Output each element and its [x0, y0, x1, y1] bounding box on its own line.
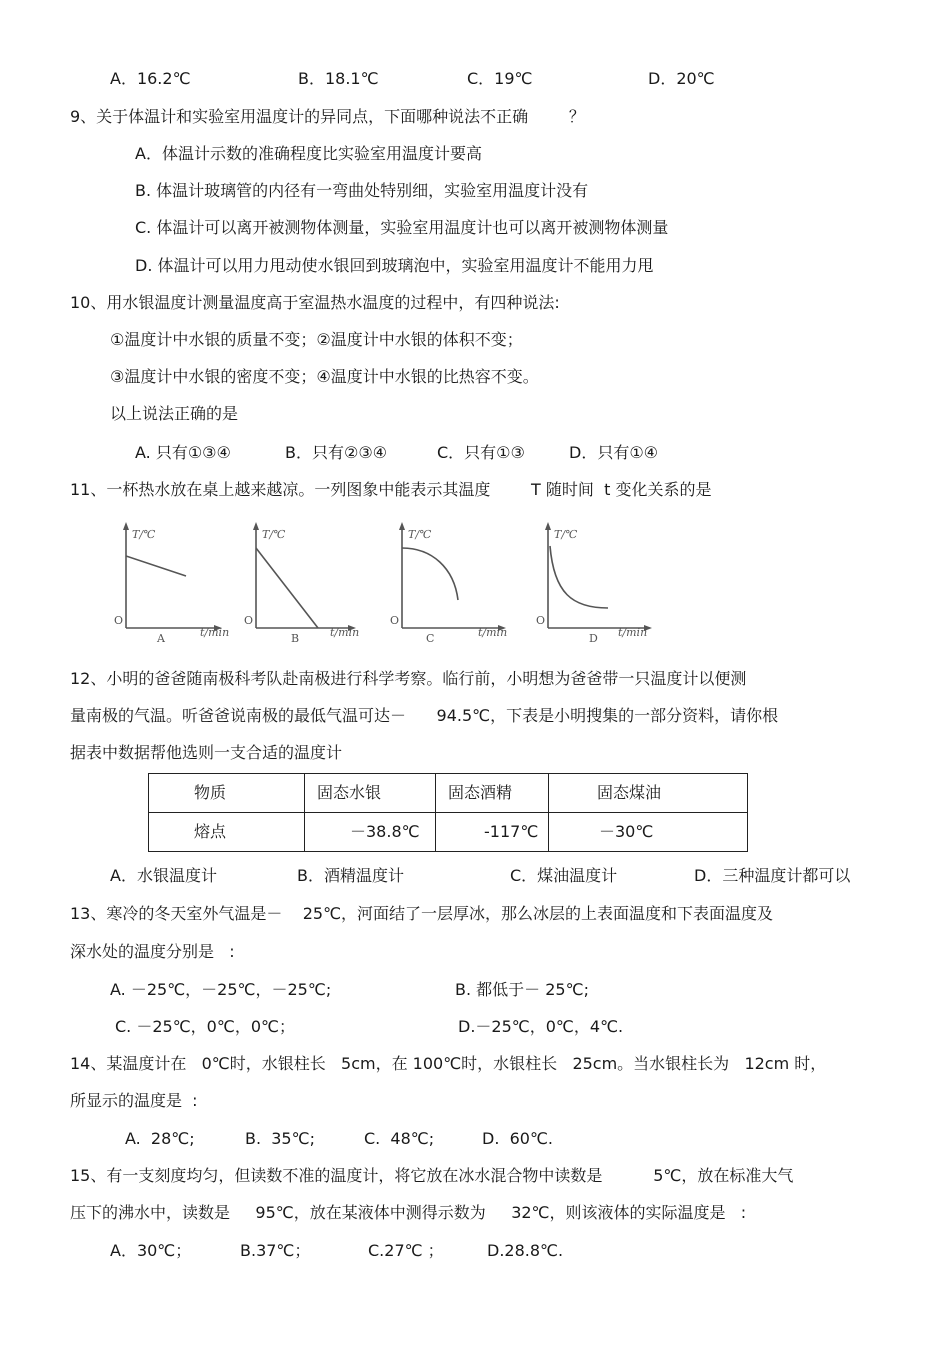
q15-option-b: B.37℃； — [240, 1241, 311, 1260]
origin-label: O — [114, 614, 124, 627]
table-header-cell: 固态水银 — [305, 774, 436, 813]
x-axis-label: t/min — [200, 626, 230, 639]
y-axis-label: T/℃ — [554, 528, 578, 541]
q10-option-d: D．只有①④ — [569, 443, 659, 462]
q8-option-a: A．16.2℃ — [110, 69, 191, 88]
q13-stem-line-1: 13、寒冷的冬天室外气温是－ 25℃，河面结了一层厚冰，那么冰层的上表面温度和下表面温度及 — [70, 904, 774, 923]
q15-option-c: C.27℃ ； — [368, 1241, 444, 1260]
q12-stem-line-1: 12、小明的爸爸随南极科考队赴南极进行科学考察。临行前，小明想为爸爸带一只温度计以便测 — [70, 669, 747, 688]
table-header-cell: 物质 — [149, 774, 305, 813]
table-cell: －30℃ — [549, 813, 748, 852]
q14-option-d: D. 60℃. — [482, 1129, 553, 1148]
q11-graph-b — [242, 518, 392, 646]
q13-option-c: C. －25℃，0℃，0℃； — [115, 1017, 295, 1036]
q8-option-b: B．18.1℃ — [298, 69, 379, 88]
q12-option-a: A．水银温度计 — [110, 866, 217, 885]
graph-label: C — [426, 632, 435, 645]
origin-label: O — [244, 614, 254, 627]
x-axis-label: t/min — [330, 626, 360, 639]
q15-option-d: D.28.8℃. — [487, 1241, 564, 1260]
origin-label: O — [536, 614, 546, 627]
q12-stem-line-2: 量南极的气温。听爸爸说南极的最低气温可达－ 94.5℃，下表是小明搜集的一部分资料，请你根 — [70, 706, 779, 725]
q15-stem-line-1: 15、有一支刻度均匀，但读数不准的温度计，将它放在冰水混合物中读数是 5℃，放在标准大气 — [70, 1166, 794, 1185]
q10-statement-2: ③温度计中水银的密度不变；④温度计中水银的比热容不变。 — [110, 367, 539, 386]
q9-stem: 9、关于体温计和实验室用温度计的异同点，下面哪种说法不正确 ？ — [70, 107, 585, 126]
q13-option-b: B. 都低于－ 25℃; — [455, 980, 589, 999]
q14-stem-line-1: 14、某温度计在 0℃时，水银柱长 5cm，在 100℃时，水银柱长 25cm。当水银柱长为 12cm 时， — [70, 1054, 827, 1073]
table-header-cell: 固态酒精 — [436, 774, 549, 813]
q10-statement-1: ①温度计中水银的质量不变；②温度计中水银的体积不变； — [110, 330, 523, 349]
q10-stem: 10、用水银温度计测量温度高于室温热水温度的过程中，有四种说法: — [70, 293, 560, 312]
q11-stem: 11、一杯热水放在桌上越来越凉。一列图象中能表示其温度 T 随时间 t 变化关系的是 — [70, 480, 712, 499]
y-axis-label: T/℃ — [262, 528, 286, 541]
x-axis-label: t/min — [618, 626, 648, 639]
table-row — [149, 813, 748, 852]
q12-option-b: B．酒精温度计 — [297, 866, 404, 885]
q9-option-c: C. 体温计可以离开被测物体测量，实验室用温度计也可以离开被测物体测量 — [135, 218, 669, 237]
q15-option-a: A．30℃； — [110, 1241, 192, 1260]
q10-option-c: C．只有①③ — [437, 443, 525, 462]
q15-stem-line-2: 压下的沸水中，读数是 95℃，放在某液体中测得示数为 32℃，则该液体的实际温度是 : — [70, 1203, 747, 1222]
q8-option-c: C．19℃ — [467, 69, 533, 88]
q13-stem-line-2: 深水处的温度分别是 : — [70, 942, 235, 961]
q11-graph-d — [538, 518, 688, 646]
table-cell: 熔点 — [149, 813, 305, 852]
q14-option-a: A. 28℃; — [125, 1129, 195, 1148]
y-axis-label: T/℃ — [408, 528, 432, 541]
q11-graph-a — [108, 518, 258, 646]
q14-option-c: C. 48℃; — [364, 1129, 435, 1148]
melting-point-table — [148, 773, 748, 852]
q12-stem-line-3: 据表中数据帮他选则一支合适的温度计 — [70, 743, 343, 762]
q14-option-b: B. 35℃; — [245, 1129, 315, 1148]
q10-option-b: B．只有②③④ — [285, 443, 388, 462]
q10-option-a: A. 只有①③④ — [135, 443, 231, 462]
y-axis-label: T/℃ — [132, 528, 156, 541]
q9-option-a: A．体温计示数的准确程度比实验室用温度计要高 — [135, 144, 482, 163]
origin-label: O — [390, 614, 400, 627]
graph-label: B — [291, 632, 300, 645]
table-cell: －38.8℃ — [305, 813, 436, 852]
q12-option-d: D．三种温度计都可以 — [694, 866, 851, 885]
q12-option-c: C．煤油温度计 — [510, 866, 618, 885]
q9-option-b: B. 体温计玻璃管的内径有一弯曲处特别细，实验室用温度计没有 — [135, 181, 589, 200]
q10-prompt: 以上说法正确的是 — [110, 404, 239, 423]
q9-option-d: D. 体温计可以用力甩动使水银回到玻璃泡中，实验室用温度计不能用力甩 — [135, 256, 654, 275]
table-header-cell: 固态煤油 — [549, 774, 748, 813]
q13-option-d: D.－25℃，0℃，4℃. — [458, 1017, 624, 1036]
x-axis-label: t/min — [478, 626, 508, 639]
q8-option-d: D．20℃ — [648, 69, 715, 88]
q11-graph-c — [392, 518, 542, 646]
graph-label: D — [589, 632, 598, 645]
table-header-row — [149, 774, 748, 813]
q14-stem-line-2: 所显示的温度是 : — [70, 1091, 198, 1110]
graph-label: A — [157, 632, 165, 645]
q13-option-a: A. －25℃，－25℃，－25℃; — [110, 980, 332, 999]
table-cell: -117℃ — [436, 813, 549, 852]
